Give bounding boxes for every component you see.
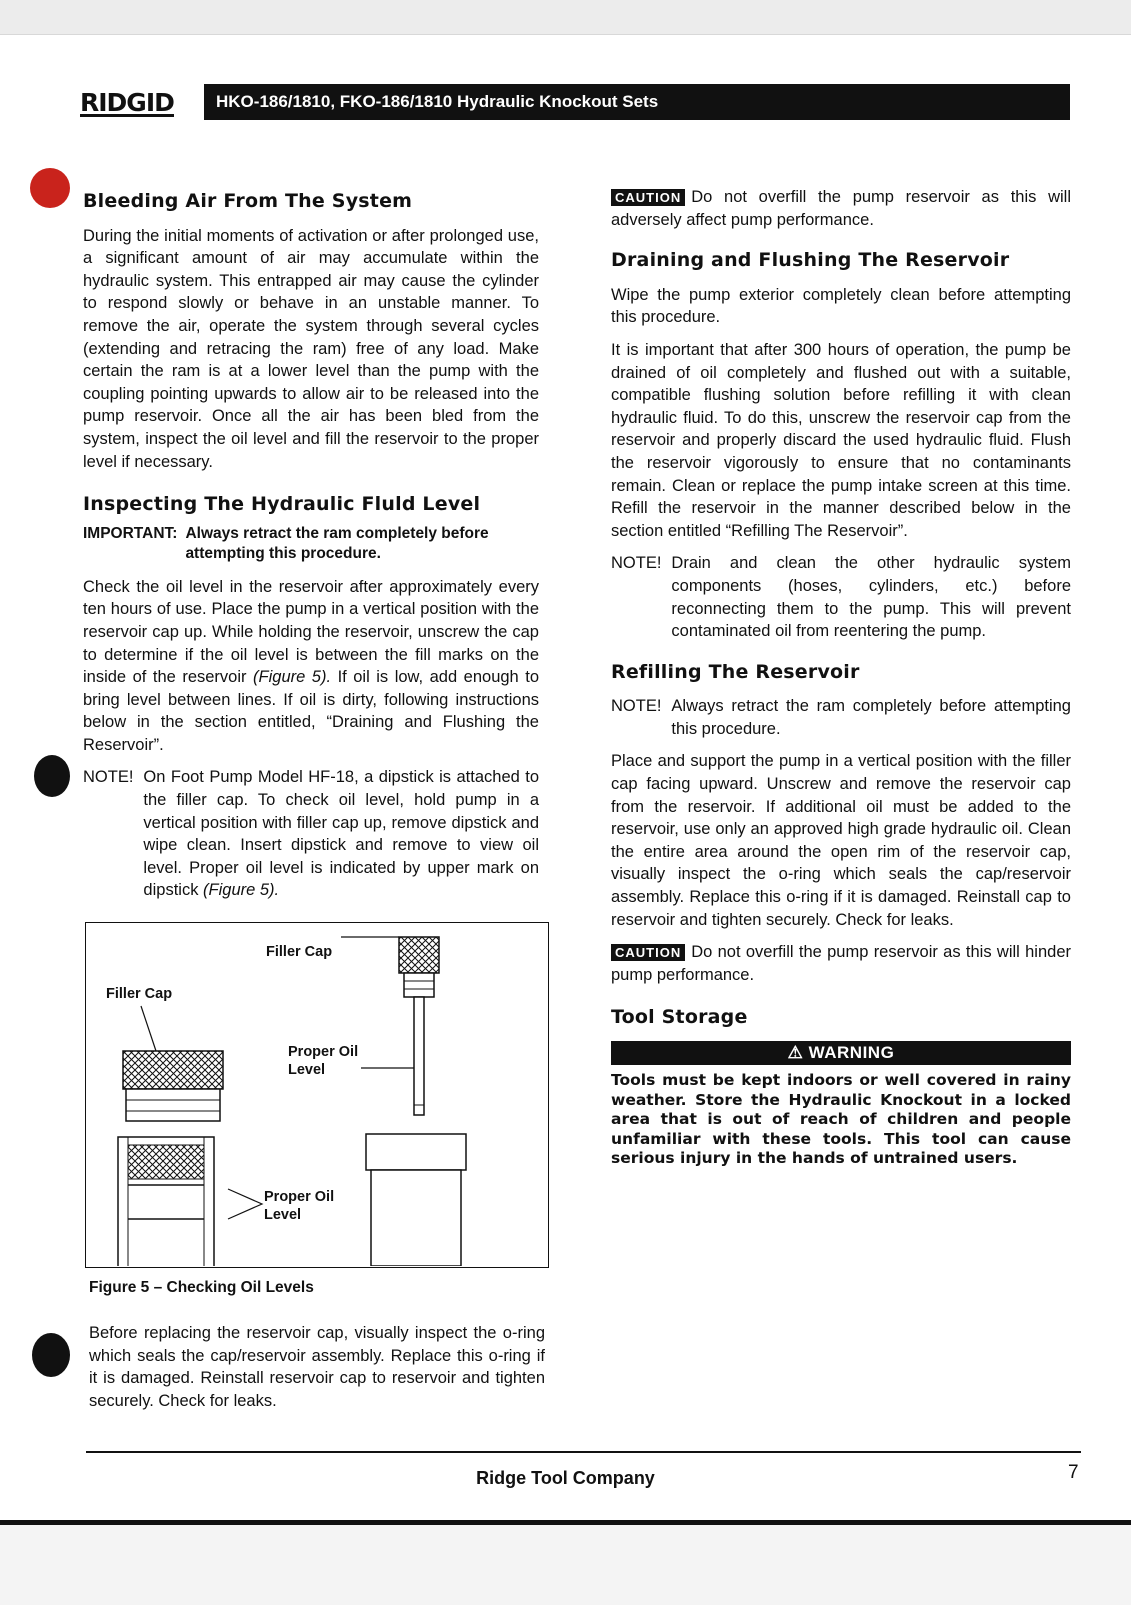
- note-dipstick: [83, 766, 539, 902]
- caution-badge: CAUTION: [611, 944, 685, 961]
- warning-text: Tools must be kept indoors or well covered in rainy weather. Store the Hydraulic Knockout in a locked area that is out of reach of children and people unfamiliar with these tools. This tool can cause serious injury in the hands of untrained users.: [611, 1071, 1071, 1167]
- binder-hole: [34, 755, 70, 797]
- warning-banner: ⚠ WARNING: [611, 1041, 1071, 1065]
- label-filler-cap-left: Filler Cap: [106, 986, 173, 1002]
- label-filler-cap-right: Filler Cap: [266, 944, 333, 960]
- bleeding-text: During the initial moments of activation or after prolonged use, a significant amount of air may accumulate within the hydraulic system. This entrapped air may cause the cylinder to respond slowly or behave in an unstable manner. To remove the air, operate the system through several cycles (extending and retracing the ram) free of any load. Make certain the ram is at a lower level than the pump with the coupling pointing upwards to allow air to be released into the pump reservoir. Once all the air has been bled from the system, inspect the oil level and fill the reservoir to the proper level if necessary.: [83, 226, 539, 471]
- heading-draining: Draining and Flushing The Reservoir: [611, 249, 1010, 272]
- refilling-text: Place and support the pump in a vertical position with the filler cap facing upward. Unscrew and remove the reservoir cap from the reservoir. If additional oil must be added to the reservoir, use only an approved high grade hydraulic oil. Clean the entire area around the open rim of the reservoir cap, visually inspect the o-ring which seals the cap/reservoir assembly. Replace this o-ring if it is damaged. Reinstall cap to reservoir and tighten securely. Check for leaks.: [611, 752, 1071, 929]
- scan-top-edge: [0, 0, 1131, 35]
- figure-ref: (Figure 5).: [203, 881, 280, 900]
- right-column: [611, 186, 1071, 1169]
- note-retract: [611, 695, 1071, 740]
- brand-logo: RIDGID: [80, 88, 174, 117]
- filler-cap-thread: [126, 1089, 220, 1121]
- figure-caption: Figure 5 – Checking Oil Levels: [89, 1279, 314, 1296]
- note-text: Always retract the ram completely before attempting this procedure.: [671, 697, 1071, 738]
- note-text: On Foot Pump Model HF-18, a dipstick is attached to the filler cap. To check oil level, hold pump in a vertical position with filler cap up, remove dipstick and wipe clean. Insert dipstick and remove to view oil level. Proper oil level is indicated by upper mark on dipstick (Figure 5).: [143, 768, 539, 900]
- heading-inspecting: Inspecting The Hydraulic Fluld Level: [83, 493, 481, 516]
- binder-hole: [32, 1333, 70, 1377]
- left-column-bottom: [89, 1322, 545, 1422]
- caution-1: CAUTION Do not overfill the pump reservoir as this will adversely affect pump performance.: [611, 188, 1071, 229]
- important-text: Always retract the ram completely before attempting this procedure.: [185, 524, 489, 562]
- important-label: IMPORTANT:: [83, 524, 178, 542]
- reservoir-right: [366, 1134, 466, 1170]
- heading-bleeding: Bleeding Air From The System: [83, 190, 413, 212]
- page-header: [80, 84, 1070, 120]
- dipstick-cap-thread: [404, 973, 434, 997]
- note-label: NOTE!: [611, 554, 662, 573]
- inspecting-text: Check the oil level in the reservoir after approximately every ten hours of use. Place the pump in a vertical position with the reservoir cap up. While holding the reservoir, unscrew the cap to determine if the oil level is between the fill marks on the inside of the reservoir (Figure 5). If oil is low, add enough to bring level between lines. If oil is dirty, following instructions below in the section entitled, “Draining and Flushing the Reservoir”.: [83, 577, 539, 754]
- filler-cap: [123, 1051, 223, 1089]
- note-label: NOTE!: [611, 697, 662, 716]
- after-figure-text: Before replacing the reservoir cap, visually inspect the o-ring which seals the cap/reservoir assembly. Replace this o-ring if it is damaged. Reinstall reservoir cap to reservoir and tighten securely. Check for leaks.: [89, 1324, 545, 1410]
- dipstick: [414, 997, 424, 1115]
- caution-badge: CAUTION: [611, 189, 685, 206]
- draining-p1: Wipe the pump exterior completely clean before attempting this procedure.: [611, 285, 1071, 327]
- draining-p2: It is important that after 300 hours of operation, the pump be drained of oil completely and flushed out with a suitable, compatible flushing solution before refilling it with clean hydraulic fluid. To do this, unscrew the reservoir cap from the reservoir and properly discard the used hydraulic fluid. Flush the reservoir vigorously to ensure that no contaminants remain. Clean or replace the pump intake screen at this time. Refill the reservoir in the manner described below in the section entitled “Refilling The Reservoir”.: [611, 340, 1071, 540]
- binder-tab-marker: [30, 168, 70, 208]
- label-proper-oil-level-bottom: Proper Oil Level: [264, 1189, 335, 1223]
- left-column: [83, 190, 539, 912]
- figure-ref: (Figure 5).: [253, 668, 332, 687]
- footer-company: Ridge Tool Company: [476, 1468, 655, 1488]
- figure-5: [85, 922, 549, 1268]
- caution-2: CAUTION Do not overfill the pump reservoir as this will hinder pump performance.: [611, 943, 1071, 984]
- note-label: NOTE!: [83, 768, 134, 787]
- header-title: HKO-186/1810, FKO-186/1810 Hydraulic Knockout Sets: [204, 84, 1070, 120]
- page-number: 7: [1068, 1462, 1079, 1483]
- heading-storage: Tool Storage: [611, 1006, 748, 1029]
- note-text: Drain and clean the other hydraulic system components (hoses, cylinders, etc.) before reconnecting them to the pump. This will prevent contaminated oil from reentering the pump.: [671, 554, 1071, 641]
- warning-triangle-icon: ⚠: [787, 1043, 809, 1062]
- label-proper-oil-level-top: Proper Oil Level: [288, 1044, 359, 1078]
- scan-bottom-edge: [0, 1520, 1131, 1605]
- footer-rule: [86, 1451, 1081, 1453]
- heading-refilling: Refilling The Reservoir: [611, 660, 860, 683]
- dipstick-cap: [399, 937, 439, 973]
- important-note: [83, 524, 539, 564]
- note-drain: [611, 552, 1071, 642]
